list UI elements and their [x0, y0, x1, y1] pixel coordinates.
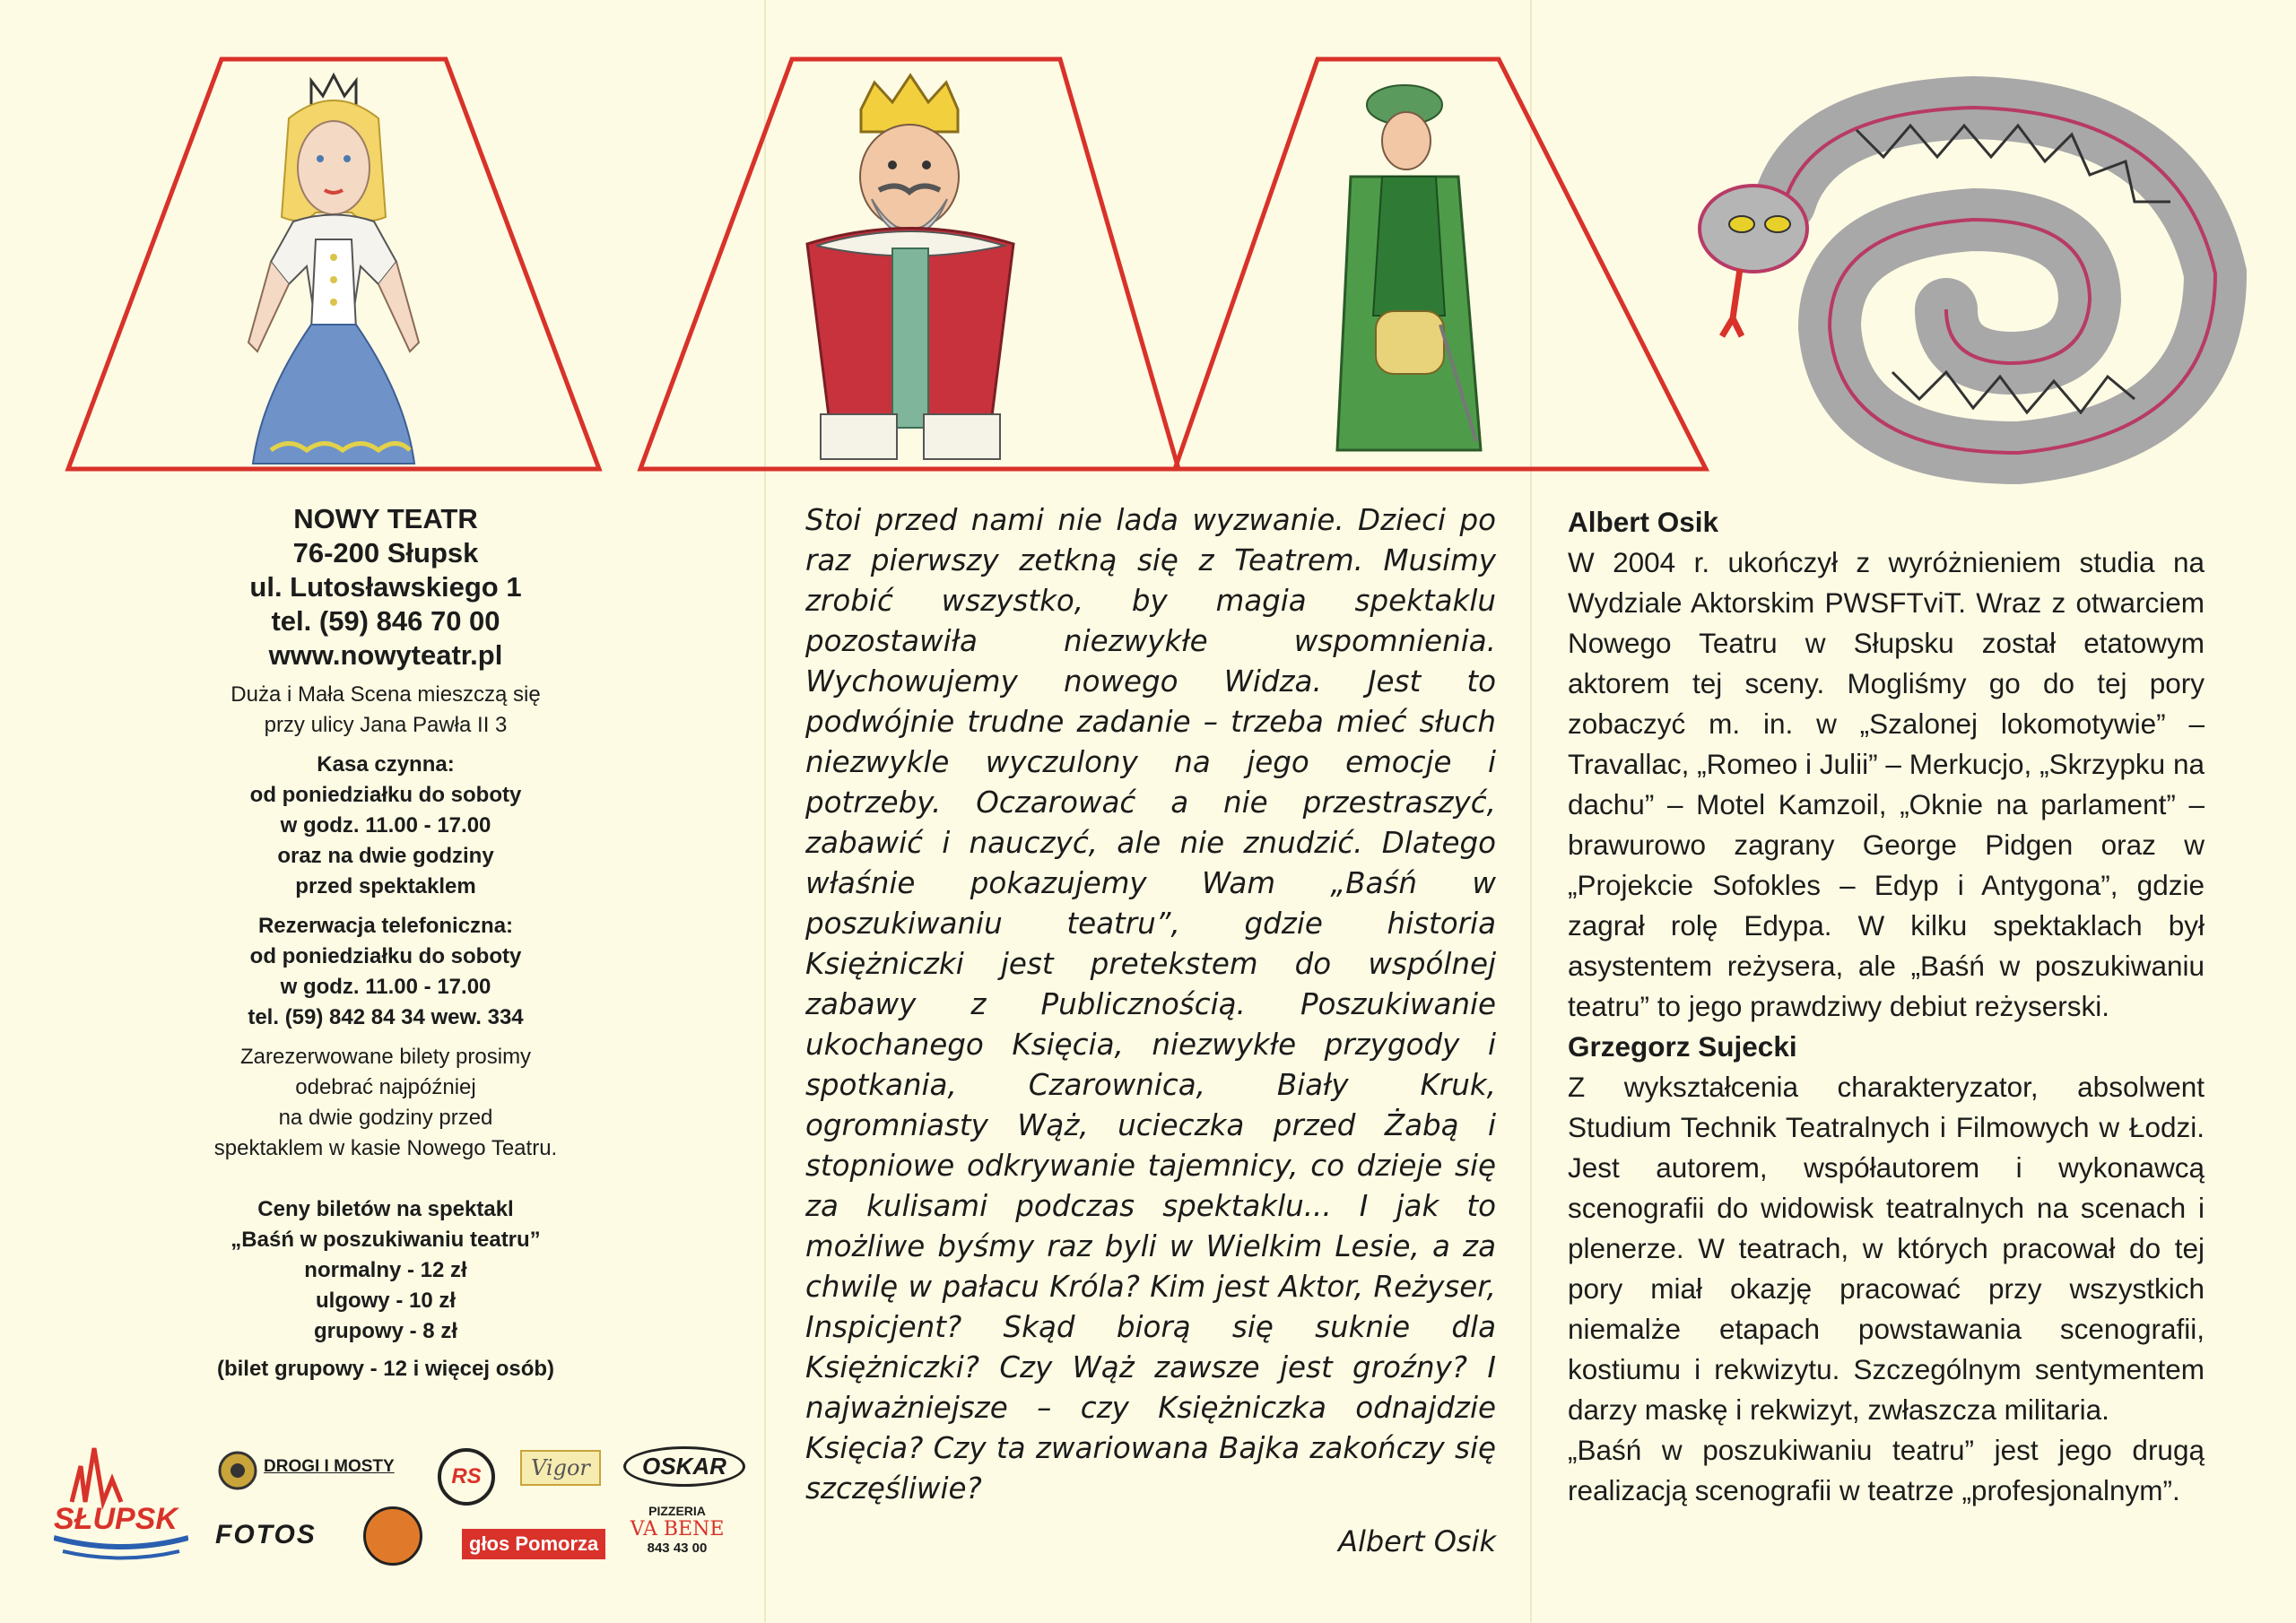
- note-line: spektaklem w kasie Nowego Teatru.: [213, 1136, 558, 1160]
- address-line: ul. Lutosławskiego 1: [249, 571, 522, 603]
- info-line: przed spektaklem: [295, 874, 476, 898]
- logo-text: głos Pomorza: [469, 1532, 599, 1555]
- pizzeria-logo: [628, 1504, 726, 1556]
- flame-badge-icon: [363, 1506, 422, 1566]
- logo-text: FOTOS: [215, 1520, 317, 1549]
- info-line: od poniedziałku do soboty: [249, 783, 522, 807]
- crown-icon: [861, 75, 958, 132]
- info-line: oraz na dwie godziny: [277, 844, 494, 868]
- note-line: przy ulicy Jana Pawła II 3: [264, 713, 508, 737]
- bios-panel: [1568, 502, 2205, 1511]
- note-line: na dwie godziny przed: [278, 1106, 493, 1130]
- address-line: NOWY TEATR: [293, 503, 478, 534]
- price-line: grupowy - 8 zł: [313, 1319, 457, 1343]
- snake-figure: [1700, 108, 2215, 453]
- note-line: Duża i Mała Scena mieszczą się: [230, 682, 541, 707]
- bio-name: Grzegorz Sujecki: [1568, 1030, 1797, 1063]
- price-line: ulgowy - 10 zł: [315, 1289, 457, 1313]
- signature: Albert Osik: [1338, 1524, 1496, 1558]
- price-line: „Baśń w poszukiwaniu teatru”: [230, 1228, 541, 1252]
- slupsk-logo: [54, 1439, 188, 1565]
- phone-booking: [108, 911, 664, 1033]
- info-line: Kasa czynna:: [317, 752, 455, 777]
- logo-text: Vigor: [531, 1455, 590, 1480]
- note-line: odebrać najpóźniej: [295, 1075, 476, 1099]
- box-office-hours: [108, 750, 664, 902]
- vigor-logo: [520, 1450, 601, 1486]
- snake-illustration: [1677, 76, 2269, 489]
- intro-paragraph: Stoi przed nami nie lada wyzwanie. Dzieci po raz pierwszy zetkną się z Teatrem. Musimy zrobić wszystko, by magia spektaklu pozostawiła niezwykłe wspomnienia. Wychowujemy nowego Widza. Jest to podwójnie trudne zadanie – trzeba mieć słuch niezwykle wyczulony na jego emocje i potrzeby. Oczarować a nie przestraszyć, zabawić i nauczyć, ale nie znudzić. Dlatego właśnie pokazujemy Wam „Baśń w poszukiwaniu teatru”, gdzie historia Księżniczki jest pretekstem do wspólnej zabawy z Publicznością. Poszukiwanie ukochanego Księcia, niezwykłe przygody i spotkania, Czarownica, Biały Kruk, ogromniasty Wąż, ucieczka przed Żabą i stopniowe odkrywanie tajemnicy, co dzieje się za kulisami podczas spektaklu... I jak to możliwe byśmy raz byli w Wielkim Lesie, a za chwilę w pałacu Króla? Kim jest Aktor, Reżyser, Inspicjent? Skąd biorą się suknie dla Księżniczki? Czy Wąż zawsze jest groźny? I najważniejsze – czy Księżniczka odnajdzie Księcia? Czy ta zwariowana Bajka zakończy się szczęśliwie?: [805, 503, 1496, 1506]
- info-line: Rezerwacja telefoniczna:: [257, 914, 514, 938]
- intro-text-panel: [805, 500, 1496, 1562]
- king-figure: [807, 75, 1013, 459]
- price-line: Ceny biletów na spektakl: [257, 1197, 514, 1221]
- bio-paragraph: W 2004 r. ukończył z wyróżnieniem studia na Wydziale Aktorskim PWSFTviT. Wraz z otwarciem Nowego Teatru w Słupsku został etatowym aktorem tej sceny. Mogliśmy go do tej pory zobaczyć m. in. w „Szalonej lokomotywie” – Travallac, „Romeo i Julii” – Merkucjo, „Skrzypku na dachu” – Motel Kamzoil, „Oknie na parlament” – brawurowo zagrany George Pidgen oraz w „Projekcie Sofokles – Edyp i Antygona”, gdzie zagrał rolę Edypa. W kilku spektaklach był asystentem reżysera, ale „Baśń w poszukiwaniu teatru” to jego prawdziwy debiut reżyserski.: [1568, 546, 2205, 1022]
- info-line: w godz. 11.00 - 17.00: [280, 813, 491, 838]
- queen-illustration: [65, 56, 603, 473]
- prince-illustration: [1171, 56, 1745, 473]
- logo-text: OSKAR: [642, 1453, 726, 1480]
- group-ticket-note: (bilet grupowy - 12 i więcej osób): [216, 1357, 555, 1381]
- sponsor-logos: [54, 1430, 753, 1592]
- note-line: Zarezerwowane bilety prosimy: [239, 1045, 532, 1069]
- radio-slupsk-logo: [438, 1448, 495, 1506]
- logo-text: SŁUPSK: [54, 1502, 178, 1536]
- address-line: 76-200 Słupsk: [292, 537, 479, 568]
- bio-paragraph: „Baśń w poszukiwaniu teatru” jest jego drugą realizacją scenografii w teatrze „profesjonalnym”.: [1568, 1434, 2205, 1506]
- price-line: normalny - 12 zł: [304, 1258, 467, 1282]
- address-line: tel. (59) 846 70 00: [271, 605, 500, 637]
- queen-figure: [248, 75, 419, 464]
- glos-pomorza-logo: [462, 1529, 605, 1559]
- logo-text: PIZZERIA: [648, 1504, 706, 1518]
- bio-name: Albert Osik: [1568, 506, 1719, 538]
- info-line: tel. (59) 842 84 34 wew. 334: [248, 1005, 524, 1029]
- logo-text: RS: [451, 1464, 482, 1488]
- info-line: od poniedziałku do soboty: [249, 944, 522, 968]
- prince-figure: [1337, 85, 1481, 450]
- scene-note: [108, 680, 664, 741]
- logo-text: VA BENE: [630, 1518, 725, 1541]
- logo-text: 843 43 00: [647, 1541, 708, 1556]
- fotos-logo: [215, 1520, 317, 1550]
- theatre-address: [108, 502, 664, 673]
- website-link[interactable]: www.nowyteatr.pl: [268, 639, 503, 671]
- drogi-mosty-logo: [215, 1448, 395, 1497]
- logo-text: DROGI I MOSTY: [264, 1457, 395, 1476]
- oskar-logo: [623, 1446, 745, 1487]
- info-line: w godz. 11.00 - 17.00: [280, 975, 491, 999]
- gear-emblem-icon: [215, 1448, 260, 1493]
- contact-panel: [108, 502, 664, 1384]
- bio-paragraph: Z wykształcenia charakteryzator, absolwent Studium Technik Teatralnych i Filmowych w Łodzi. Jest autorem, współautorem i wykonawcą scenografii do widowisk teatralnych na scenach i plenerze. W teatrach, w których pracował do tej pory miał okazję pracować przy wszystkich niemalże etapach powstawania scenografii, kostiumu i rekwizytu. Szczególnym sentymentem darzy maskę i rekwizyt, zwłaszcza militaria.: [1568, 1071, 2205, 1426]
- pickup-note: [108, 1042, 664, 1164]
- ticket-prices: [108, 1194, 664, 1347]
